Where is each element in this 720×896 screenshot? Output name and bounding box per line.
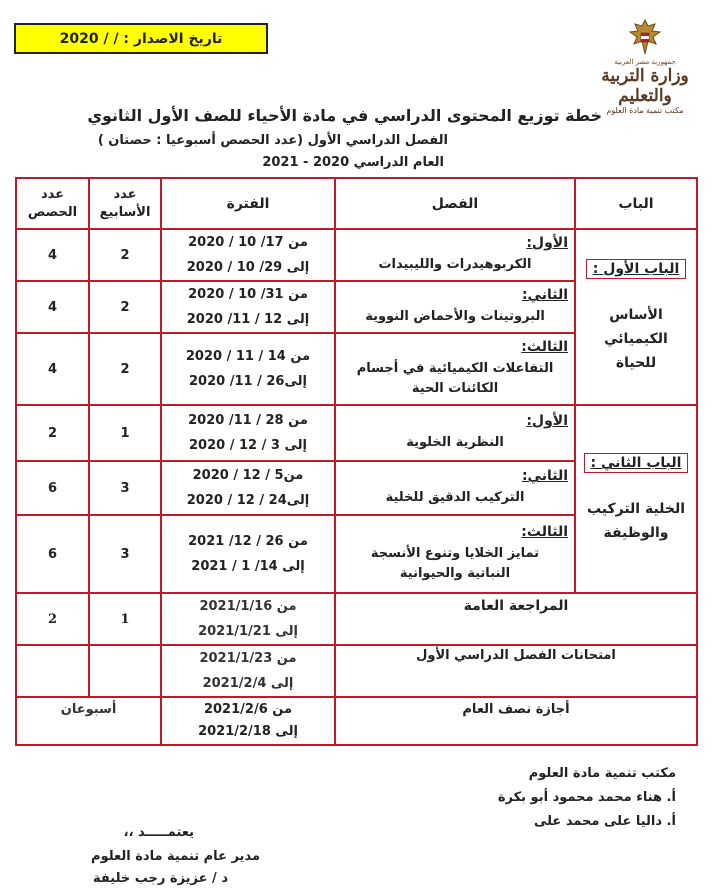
period-from: من5 / 12 / 2020 — [192, 468, 304, 483]
period-from: من 14 / 11 / 2020 — [185, 349, 311, 364]
weeks-cell: 1 — [89, 593, 161, 645]
chapter-label: الأول: — [526, 413, 568, 429]
exams-label — [335, 645, 697, 697]
period-from: من 31/ 10 / 2020 — [188, 287, 308, 302]
period-to: إلى 12 / 11/ 2020 — [186, 312, 310, 327]
chapter-text: تمايز الخلايا وتنوع الأنسجة — [370, 546, 540, 561]
chapter-cell — [335, 333, 575, 405]
chapter-text: الكربوهيدرات والليبيدات — [378, 257, 532, 272]
table-row — [16, 229, 697, 281]
logo-caption: جمهورية مصر العربية — [614, 58, 676, 66]
weeks-cell: 2 — [89, 333, 161, 405]
period-to: إلى 2021/1/21 — [198, 624, 298, 639]
lessons-cell: 4 — [16, 229, 89, 281]
chapter-cell — [335, 515, 575, 593]
header-unit: الباب — [575, 178, 697, 229]
chapter-label: الثالث: — [521, 524, 568, 540]
chapter-cell — [335, 281, 575, 333]
director-name: د / عزيزة رجب خليفة — [93, 871, 228, 886]
chapter-cell — [335, 405, 575, 461]
issue-date-box — [14, 23, 268, 54]
period-cell — [161, 333, 335, 405]
approval-label: يعتمـــــد ،، — [123, 825, 194, 840]
signature-member-2: أ. داليا على محمد على — [533, 814, 676, 829]
vacation-label — [335, 697, 697, 745]
chapter-text: الكائنات الحية — [411, 381, 499, 396]
chapter-text: النظرية الخلوية — [406, 435, 504, 450]
period-from: من 2021/1/23 — [199, 651, 297, 666]
chapter-text: التفاعلات الكيميائية في أجسام — [356, 361, 554, 376]
chapter-label: الثاني: — [521, 287, 568, 303]
chapter-cell — [335, 461, 575, 515]
issue-date: تاريخ الاصدار : / / 2020 — [59, 30, 223, 47]
chapter-label: الأول: — [526, 235, 568, 251]
table-header-row — [16, 178, 697, 229]
period-to: إلى 3 / 12 / 2020 — [189, 438, 307, 453]
table-row-vacation — [16, 697, 697, 745]
period-cell — [161, 697, 335, 745]
ministry-logo — [586, 18, 704, 128]
academic-year: العام الدراسي 2020 - 2021 — [262, 155, 444, 170]
unit-title: الباب الأول : — [586, 259, 687, 279]
period-from: من 2021/2/6 — [203, 702, 293, 717]
vacation-label-text: أجازة نصف العام — [462, 702, 570, 717]
table-row — [16, 405, 697, 461]
weeks-cell: 3 — [89, 461, 161, 515]
header-period: الفترة — [161, 178, 335, 229]
eagle-emblem-icon — [628, 18, 662, 56]
director-title: مدير عام تنمية مادة العلوم — [91, 849, 260, 864]
period-cell — [161, 515, 335, 593]
period-to: إلى 29/ 10 / 2020 — [186, 260, 310, 275]
unit-title: الباب الثاني : — [584, 453, 689, 473]
header-lessons: عدد الحصص — [16, 178, 89, 229]
period-cell — [161, 593, 335, 645]
signature-office: مكتب تنمية مادة العلوم — [528, 766, 676, 781]
weeks-cell: 1 — [89, 405, 161, 461]
chapter-label: الثالث: — [521, 339, 568, 355]
review-label-text: المراجعة العامة — [463, 598, 569, 614]
lessons-cell: 2 — [16, 405, 89, 461]
weeks-cell: 3 — [89, 515, 161, 593]
unit-name: الخلية التركيب — [586, 501, 686, 517]
lessons-cell — [16, 645, 89, 697]
page-title: خطة توزيع المحتوى الدراسي في مادة الأحياء للصف الأول الثانوي — [87, 106, 602, 125]
unit-cell-2 — [575, 405, 697, 593]
header-chapter: الفصل — [335, 178, 575, 229]
signature-member-1: أ. هناء محمد محمود أبو بكرة — [497, 790, 676, 805]
chapter-cell — [335, 229, 575, 281]
lessons-cell: 4 — [16, 333, 89, 405]
period-cell — [161, 229, 335, 281]
exams-label-text: امتحانات الفصل الدراسي الأول — [416, 648, 616, 663]
lessons-cell: 6 — [16, 515, 89, 593]
period-to: إلى24 / 12 / 2020 — [186, 493, 310, 508]
table-row-review — [16, 593, 697, 645]
header-weeks: عدد الأسابيع — [89, 178, 161, 229]
chapter-label: الثاني: — [521, 468, 568, 484]
table-row-exams — [16, 645, 697, 697]
period-to: إلى 2021/2/18 — [198, 724, 298, 739]
plan-table — [15, 177, 698, 746]
lessons-cell: 6 — [16, 461, 89, 515]
period-cell — [161, 405, 335, 461]
chapter-text: التركيب الدقيق للخلية — [385, 490, 525, 505]
review-label — [335, 593, 697, 645]
period-cell — [161, 645, 335, 697]
lessons-cell: 4 — [16, 281, 89, 333]
weeks-cell: 2 — [89, 281, 161, 333]
period-cell — [161, 461, 335, 515]
vacation-duration: أسبوعان — [16, 697, 161, 745]
chapter-text: النباتية والحيوانية — [399, 566, 511, 581]
unit-name: الأساس الكيميائي — [604, 307, 668, 347]
logo-office: مكتب تنمية مادة العلوم — [606, 106, 684, 115]
period-to: إلى26 / 11/ 2020 — [189, 374, 307, 389]
period-to: إلى 2021/2/4 — [202, 676, 294, 691]
logo-ministry: وزارة التربية والتعليم — [601, 66, 689, 106]
weeks-cell — [89, 645, 161, 697]
unit-name: للحياة — [615, 355, 657, 371]
period-cell — [161, 281, 335, 333]
term-info: الفصل الدراسي الأول (عدد الحصص أسبوعيا : حصتان ) — [97, 133, 448, 148]
lessons-cell: 2 — [16, 593, 89, 645]
unit-cell-1 — [575, 229, 697, 405]
unit-name: والوظيفة — [603, 525, 669, 541]
period-from: من 26 / 12/ 2021 — [188, 534, 308, 549]
period-from: من 2021/1/16 — [199, 599, 297, 614]
period-from: من 28 / 11/ 2020 — [188, 413, 308, 428]
period-from: من 17/ 10 / 2020 — [188, 235, 308, 250]
weeks-cell: 2 — [89, 229, 161, 281]
period-to: إلى 14/ 1 / 2021 — [191, 559, 305, 574]
chapter-text: البروتينات والأحماض النووية — [365, 309, 545, 324]
